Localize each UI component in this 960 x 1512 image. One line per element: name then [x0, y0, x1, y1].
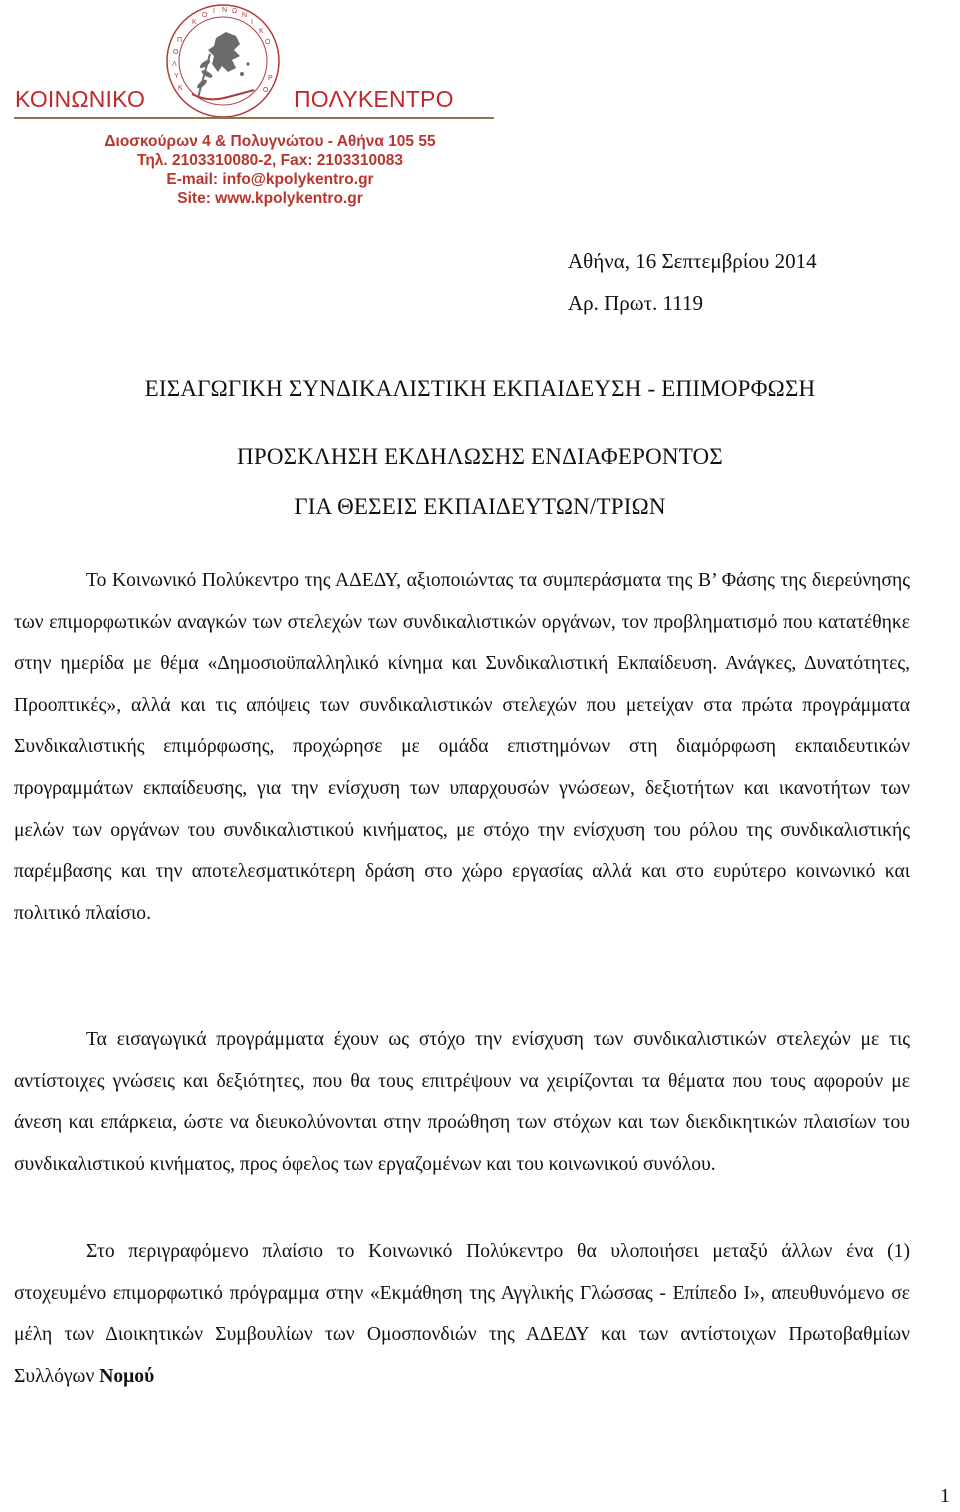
letterhead [0, 0, 960, 230]
paragraph-1: Το Κοινωνικό Πολύκεντρο της ΑΔΕΔΥ, αξιοποιώντας τα συμπεράσματα της Β’ Φάσης της διερεύνησης των επιμορφωτικών αναγκών των στελεχών των συνδικαλιστικών οργάνων, τον προβληματισμό που κατατέθηκε στην ημερίδα με θέμα «Δημοσιοϋπαλληλικό κίνημα και Συνδικαλιστική Εκπαίδευση. Ανάγκες, Δυνατότητες, Προοπτικές», αλλά και τις απόψεις των συνδικαλιστικών στελεχών που μετείχαν στα πρώτα προγράμματα Συνδικαλιστικής επιμόρφωσης, προχώρησε με ομάδα επιστημόνων στη διαμόρφωση εκπαιδευτικών προγραμμάτων εκπαίδευσης, για την ενίσχυση των υπαρχουσών γνώσεων, δεξιοτήτων και ικανοτήτων των μελών των οργάνων του συνδικαλιστικού κινήματος, με στόχο την ενίσχυση του ρόλου της συνδικαλιστικής παρέμβασης και την αποτελεσματικότερη δράση στο χώρο εργασίας αλλά και στο ευρύτερο κοινωνικό και πολιτικό πλαίσιο. [14, 570, 910, 924]
organization-name-part-1: ΚΟΙΝΩΝΙΚΟ [15, 86, 146, 112]
document-date: Αθήνα, 16 Σεπτεμβρίου 2014 [568, 249, 817, 273]
paragraph-3-text: Στο περιγραφόμενο πλαίσιο το Κοινωνικό Πολύκεντρο θα υλοποιήσει μεταξύ άλλων ένα (1) στοχευμένο επιμορφωτικό πρόγραμμα στην «Εκμάθηση της Αγγλικής Γλώσσας - Επίπεδο Ι», απευθυνόμενο σε μέλη των Διοικητικών Συμβουλίων των Ομοσπονδιών της ΑΔΕΔΥ και των αντίστοιχων Πρωτοβαθμίων Συλλόγων [14, 1241, 910, 1387]
svg-text:Κ: Κ [192, 19, 197, 26]
svg-text:Ι: Ι [213, 8, 215, 15]
protocol-number: Αρ. Πρωτ. 1119 [568, 291, 703, 315]
organization-logo [162, 2, 284, 120]
document-meta [568, 240, 817, 324]
invitation-title: ΠΡΟΣΚΛΗΣΗ ΕΚΔΗΛΩΣΗΣ ΕΝΔΙΑΦΕΡΟΝΤΟΣ [237, 444, 723, 469]
contact-info [50, 132, 490, 208]
svg-text:Ο: Ο [202, 12, 208, 19]
main-title: ΕΙΣΑΓΩΓΙΚΗ ΣΥΝΔΙΚΑΛΙΣΤΙΚΗ ΕΚΠΑΙΔΕΥΣΗ - ΕΠΙΜΟΡΦΩΣΗ [144, 376, 816, 401]
svg-text:Λ: Λ [172, 61, 177, 68]
svg-text:Ι: Ι [251, 19, 253, 26]
svg-text:Ν: Ν [242, 12, 248, 19]
organization-name-part-2: ΠΟΛΥΚΕΝΤΡΟ [294, 86, 454, 112]
svg-text:Π: Π [177, 37, 183, 44]
svg-text:Κ: Κ [178, 85, 183, 92]
svg-text:Ρ: Ρ [268, 75, 273, 82]
address-line: Διοσκούρων 4 & Πολυγνώτου - Αθήνα 105 55 [104, 133, 436, 150]
paragraph-2: Τα εισαγωγικά προγράμματα έχουν ως στόχο την ενίσχυση των συνδικαλιστικών στελεχών με τις αντίστοιχες γνώσεις και δεξιότητες, που θα τους επιτρέψουν να χειρίζονται τα θέματα που τους αφορούν με άνεση και επάρκεια, ώστε να διευκολύνονται στην προώθηση των στόχων και των διεκδικητικών πλαισίων του συνδικαλιστικού κινήματος, προς όφελος των εργαζομένων και του κοινωνικού συνόλου. [14, 1029, 910, 1175]
paragraph-3-bold-word: Νομού [99, 1365, 155, 1387]
phone-line: Τηλ. 2103310080-2, Fax: 2103310083 [137, 152, 403, 169]
svg-text:Ν: Ν [222, 7, 228, 14]
paragraph-3 [14, 1231, 910, 1397]
svg-text:Κ: Κ [259, 28, 264, 35]
svg-text:Ω: Ω [232, 8, 238, 15]
site-line: Site: www.kpolykentro.gr [177, 190, 363, 207]
page-number: 1 [940, 1485, 950, 1507]
email-line: E-mail: info@kpolykentro.gr [166, 171, 374, 188]
positions-title: ΓΙΑ ΘΕΣΕΙΣ ΕΚΠΑΙΔΕΥΤΩΝ/ΤΡΙΩΝ [294, 494, 666, 519]
svg-text:Ο: Ο [173, 49, 179, 56]
svg-text:Ο: Ο [265, 39, 271, 46]
svg-text:Υ: Υ [174, 73, 179, 80]
svg-text:Ο: Ο [263, 87, 269, 94]
header-divider [14, 117, 494, 119]
